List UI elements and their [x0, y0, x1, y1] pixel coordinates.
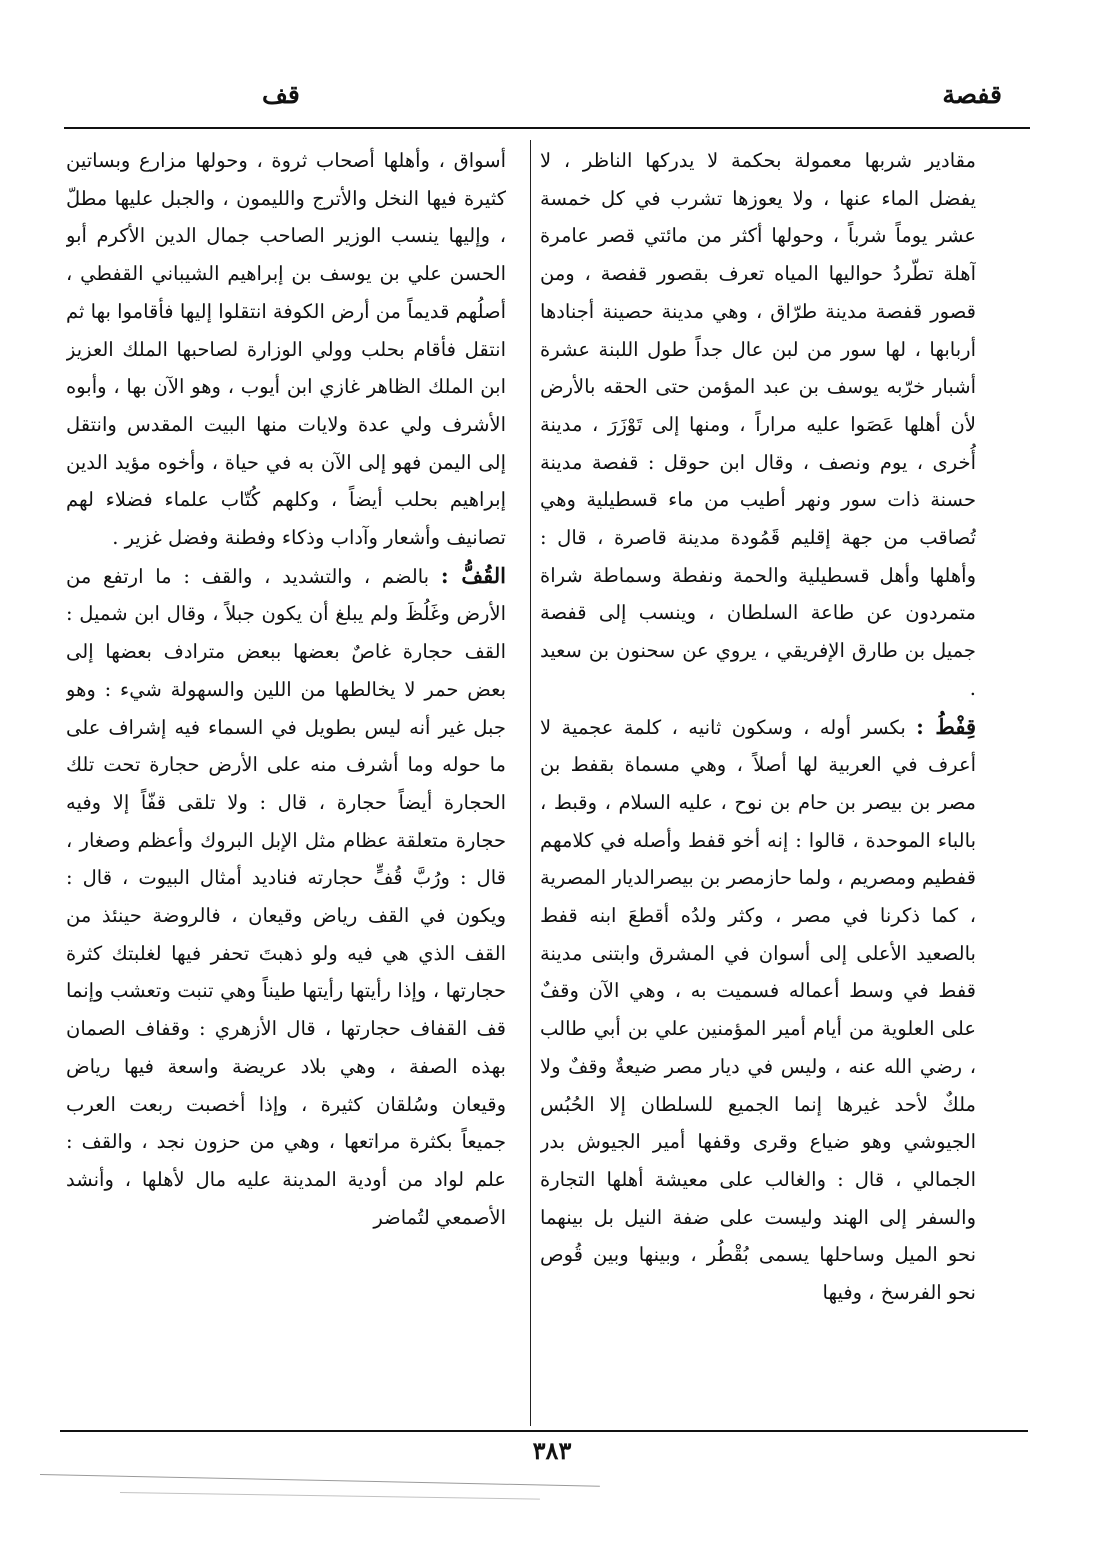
scan-artifact-line	[120, 1492, 540, 1500]
entry-alquff-text: بالضم ، والتشديد ، والقف : ما ارتفع من الأرض وغَلُظَ ولم يبلغ أن يكون جبلاً ، وقال ابن شميل : القف حجارة غاصٌ بعضها ببعض مترادف بعضها إلى بعض حمر لا يخالطها من اللين والسهولة شيء : وهو جبل غير أنه ليس بطويل في السماء فيه إشراف على ما حوله وما أشرف منه على الأرض حجارة تحت تلك الحجارة أيضاً حجارة ، قال : ولا تلقى قفّاً إلا وفيه حجارة متعلقة عظام مثل الإبل البروك وأعظم وصغار ، قال : ورُبَّ قُفٍّ حجارته فناديد أمثال البيوت ، قال : ويكون في القف رياض وقيعان ، فالروضة حينئذ من القف الذي هي فيه ولو ذهبتَ تحفر فيها لغلبتك كثرة حجارتها ، وإذا رأيتها رأيتها طيناً وهي تنبت وتعشب وإنما قف القفاف حجارتها ، قال الأزهري : وقفاف الصمان بهذه الصفة ، وهي بلاد عريضة واسعة فيها رياض وقيعان وسُلقان كثيرة ، وإذا أخصبت ربعت العرب جميعاً بكثرة مراتعها ، وهي من حزون نجد ، والقف : علم لواد من أودية المدينة عليه مال لأهلها ، وأنشد الأصمعي لتُماضر	[66, 564, 506, 1229]
headword-qift: قِفْطُ :	[916, 713, 976, 739]
header-rule	[64, 127, 1030, 129]
headword-alquff: القُفُّ :	[440, 562, 506, 588]
continuation-paragraph: أسواق ، وأهلها أصحاب ثروة ، وحولها مزارع وبساتين كثيرة فيها النخل والأترج والليمون ، والجبل عليها مطلّ ، وإليها ينسب الوزير الصاحب جمال الدين الأكرم أبو الحسن علي بن يوسف بن إبراهيم الشيباني القفطي ، أصلُهم قديماً من أرض الكوفة انتقلوا إليها فأقاموا بها ثم انتقل فأقام بحلب وولي الوزارة لصاحبها الملك العزيز ابن الملك الظاهر غازي ابن أيوب ، وهو الآن بها ، وأبوه الأشرف ولي عدة ولايات منها البيت المقدس وانتقل إلى اليمن فهو إلى الآن به في حياة ، وأخوه مؤيد الدين إبراهيم بحلب أيضاً ، وكلهم كُتّاب علماء فضلاء لهم تصانيف وأشعار وآداب وذكاء وفطنة وفضل غزير .	[66, 149, 506, 550]
entry-qift	[540, 708, 976, 1312]
left-column	[66, 142, 506, 1422]
running-head-left: قف	[262, 80, 300, 109]
footer-rule	[60, 1430, 1028, 1432]
column-divider	[530, 140, 531, 1426]
continuation-paragraph: مقادير شربها معمولة بحكمة لا يدركها الناظر ، لا يفضل الماء عنها ، ولا يعوزها تشرب في كل خمسة عشر يوماً شرباً ، وحولها أكثر من مائتي قصر عامرة آهلة تطّردُ حواليها المياه تعرف بقصور قفصة ، ومن قصور قفصة مدينة طرّاق ، وهي مدينة حصينة أجنادها أربابها ، لها سور من لبن عال جداً طول اللبنة عشرة أشبار خرّبه يوسف بن عبد المؤمن حتى الحقه بالأرض لأن أهلها عَصَوا عليه مراراً ، ومنها إلى تَوْزَرَ ، مدينة أُخرى ، يوم ونصف ، وقال ابن حوقل : قفصة مدينة حسنة ذات سور ونهر أطيب من ماء قسطيلية وهي تُصاقب من جهة إقليم قَمُودة مدينة قاصرة ، قال : وأهلها وأهل قسطيلية والحمة ونفطة وسماطة شراة متمردون عن طاعة السلطان ، وينسب إلى قفصة جميل بن طارق الإفريقي ، يروي عن سحنون بن سعيد .	[540, 149, 976, 700]
running-head-right: قفصة	[942, 80, 1002, 109]
entry-qift-text: بكسر أوله ، وسكون ثانيه ، كلمة عجمية لا أعرف في العربية لها أصلاً ، وهي مسماة بقفط بن مصر بن بيصر بن حام بن نوح ، عليه السلام ، وقبط ، بالباء الموحدة ، قالوا : إنه أخو قفط وأصله في كلامهم قفطيم ومصريم ، ولما حازمصر بن بيصرالديار المصرية ، كما ذكرنا في مصر ، وكثر ولدُه أقطعَ ابنه قفط بالصعيد الأعلى إلى أسوان في المشرق وابتنى مدينة قفط في وسط أعماله فسميت به ، وهي الآن وقفٌ على العلوية من أيام أمير المؤمنين علي بن أبي طالب ، رضي الله عنه ، وليس في ديار مصر ضيعةٌ وقفٌ ولا ملكٌ لأحد غيرها إنما الجميع للسلطان إلا الحُبُس الجيوشي وهو ضياع وقرى وقفها أمير الجيوش بدر الجمالي ، قال : والغالب على معيشة أهلها التجارة والسفر إلى الهند وليست على ضفة النيل بل بينهما نحو الميل وساحلها يسمى بُقْطُر ، وبينها وبين قُوص نحو الفرسخ ، وفيها	[540, 715, 976, 1305]
right-column	[540, 142, 976, 1422]
page-number: ٣٨٣	[532, 1436, 572, 1465]
scan-artifact-line	[40, 1474, 600, 1487]
entry-alquff	[66, 557, 506, 1237]
